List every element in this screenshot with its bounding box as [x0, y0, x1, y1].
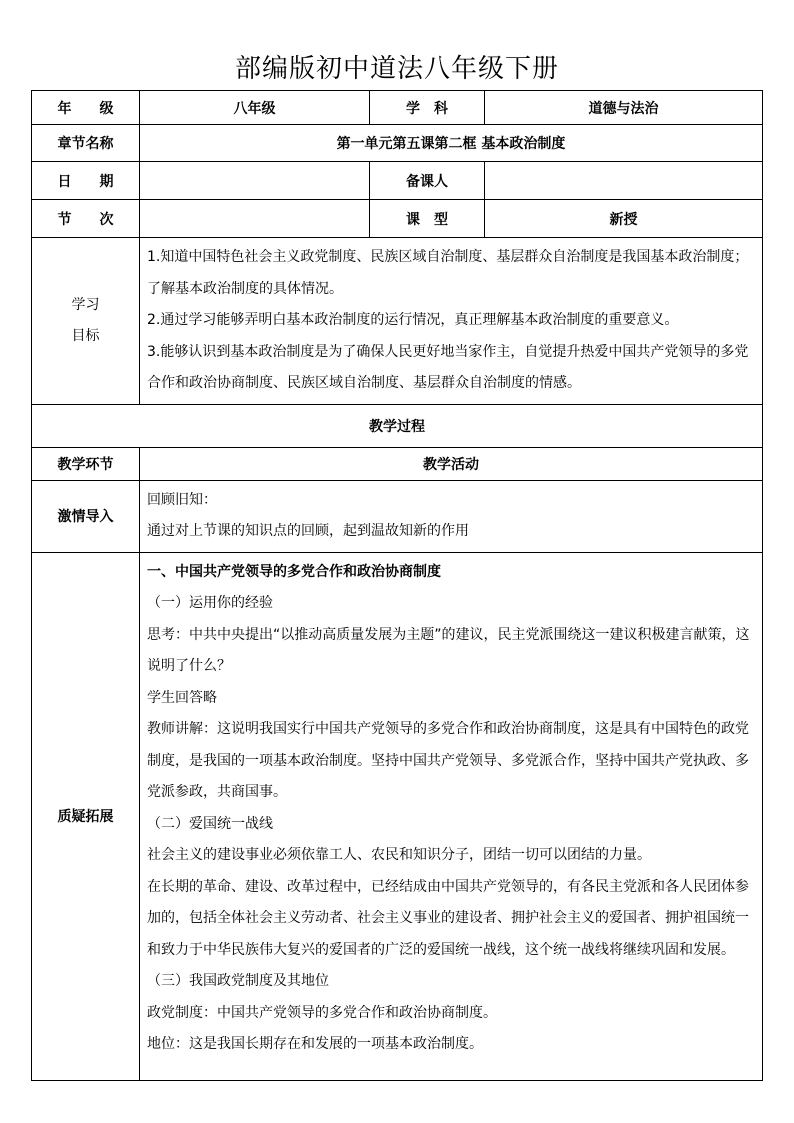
chapter-label: 章节名称: [32, 125, 140, 162]
date-row: [32, 162, 763, 200]
objective-item: 1.知道中国特色社会主义政党制度、民族区域自治制度、基层群众自治制度是我国基本政治制度；了解基本政治制度的具体情况。: [147, 249, 749, 297]
expand-line: 教师讲解：这说明我国实行中国共产党领导的多党合作和政治协商制度，这是具有中国特色的政党制度，是我国的一项基本政治制度。坚持中国共产党领导、多党派合作，坚持中国共产党执政、多党派参政，共商国事。: [147, 721, 749, 800]
process-heading-row: [32, 404, 763, 447]
objectives-row: [32, 238, 763, 405]
preparer-label: 备课人: [370, 162, 485, 200]
activity-column-header: 教学活动: [140, 447, 763, 480]
intro-label: 激情导入: [32, 480, 140, 552]
date-value: [140, 162, 370, 200]
expand-line: 社会主义的建设事业必须依靠工人、农民和知识分子，团结一切可以团结的力量。: [147, 847, 651, 863]
lesson-plan-table: [31, 90, 763, 1081]
expand-line: 思考：中共中央提出“以推动高质量发展为主题”的建议，民主党派围绕这一建议积极建言献策，这说明了什么？: [147, 626, 750, 674]
intro-content: [140, 480, 763, 552]
expand-line: 学生回答略: [147, 689, 217, 706]
expand-line: （三）我国政党制度及其地位: [147, 973, 329, 989]
expand-label: 质疑拓展: [32, 552, 140, 1080]
expand-line: （二）爱国统一战线: [147, 815, 273, 832]
chapter-value: 第一单元第五课第二框 基本政治制度: [140, 125, 763, 162]
subject-label: 学 科: [370, 91, 485, 125]
objective-item: 3.能够认识到基本政治制度是为了确保人民更好地当家作主，自觉提升热爱中国共产党领导的多党合作和政治协商制度、民族区域自治制度、基层群众自治制度的情感。: [147, 343, 749, 391]
document-title: 部编版初中道法八年级下册: [234, 54, 559, 84]
expand-content: [140, 552, 763, 1080]
expand-heading: 一、中国共产党领导的多党合作和政治协商制度: [147, 563, 441, 580]
objectives-label-line2: 目标: [71, 327, 100, 344]
preparer-value: [485, 162, 763, 200]
section-header-row: [32, 447, 763, 480]
type-label: 课 型: [370, 200, 485, 238]
grade-row: [32, 91, 763, 125]
objectives-label-line1: 学习: [71, 296, 100, 313]
period-label: 节 次: [32, 200, 140, 238]
grade-value: 八年级: [140, 91, 370, 125]
expand-line: 政党制度：中国共产党领导的多党合作和政治协商制度。: [147, 1004, 497, 1021]
process-heading: 教学过程: [32, 404, 763, 447]
objectives-label: [32, 238, 140, 405]
expand-line: 地位：这是我国长期存在和发展的一项基本政治制度。: [147, 1036, 483, 1052]
date-label: 日 期: [32, 162, 140, 200]
objective-item: 2.通过学习能够弄明白基本政治制度的运行情况，真正理解基本政治制度的重要意义。: [147, 312, 679, 328]
period-row: [32, 200, 763, 238]
expand-line: 在长期的革命、建设、改革过程中，已经结成由中国共产党领导的，有各民主党派和各人民团体参加的，包括全体社会主义劳动者、社会主义事业的建设者、拥护社会主义的爱国者、拥护祖国统一和致力于中华民族伟大复兴的爱国者的广泛的爱国统一战线，这个统一战线将继续巩固和发展。: [147, 878, 749, 958]
grade-label: 年 级: [32, 91, 140, 125]
subject-value: 道德与法治: [485, 91, 763, 125]
expand-row: [32, 552, 763, 1080]
objectives-content: [140, 238, 763, 405]
type-value: 新授: [485, 200, 763, 238]
period-value: [140, 200, 370, 238]
intro-row: [32, 480, 763, 552]
intro-line: 回顾旧知：: [147, 491, 217, 508]
expand-line: （一）运用你的经验: [147, 595, 273, 611]
intro-line: 通过对上节课的知识点的回顾，起到温故知新的作用: [147, 523, 469, 539]
chapter-row: [32, 125, 763, 162]
stage-column-header: 教学环节: [32, 447, 140, 480]
